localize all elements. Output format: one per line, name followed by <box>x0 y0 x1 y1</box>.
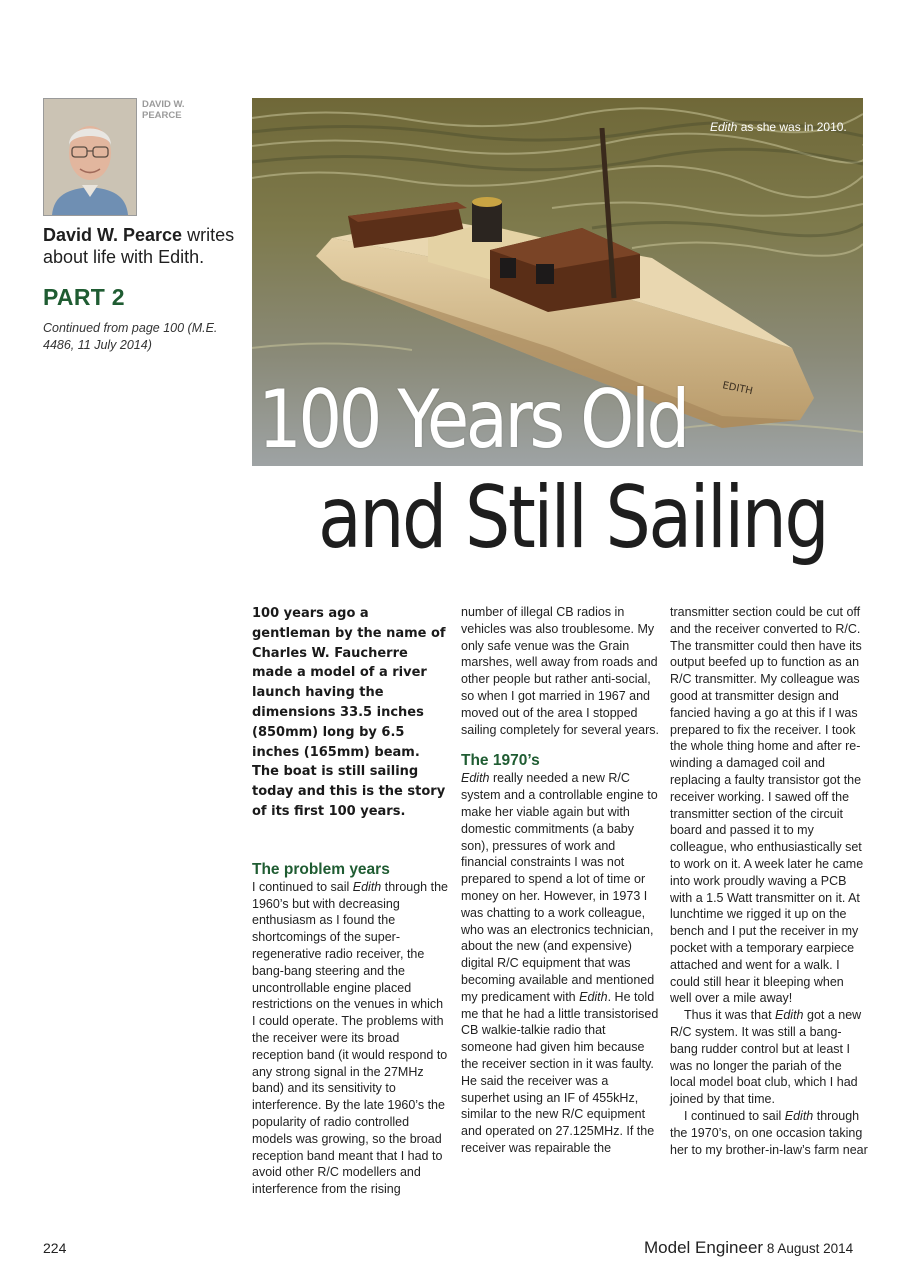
author-byline <box>43 224 238 268</box>
paragraph: Thus it was that Edith got a new R/C system. It was still a bang-bang rudder control but at least I was no longer the pariah of the local model boat club, which I had joined by that time. <box>670 1008 862 1107</box>
paragraph: Edith really needed a new R/C system and a controllable engine to make her viable again but with domestic commitments (a baby son), pressures of work and financial constraints I was not prepared to spend a lot of time or money on her. However, in 1973 I was chatting to a work colleague, who was an electronics technician, about the new (and expensive) digital R/C equipment that was becoming available and mentioned my predicament with Edith. He told me that he had a little transistorised CB walkie-talkie radio that someone had given him because the receiver section in it was faulty. He said the receiver was a superhet using an IF of 455kHz, similar to the new R/C equipment and operated on 27.125MHz. If the receiver was repairable the <box>461 771 659 1155</box>
author-credit: DAVID W. PEARCE <box>142 99 185 121</box>
part-label: PART 2 <box>43 284 125 310</box>
article-column-1 <box>252 604 450 1198</box>
paragraph: transmitter section could be cut off and the receiver converted to R/C. The transmitter could then have its output beefed up to function as an R/C transmitter. My colleague was good at transmitter design and fancied having a go at this if I was prepared to fix the receiver. I took the whole thing home and after re-winding a damaged coil and replacing a faulty transistor got the receiver working. I sawed off the transmitter section of the circuit board and passed it to my colleague, who enthusiastically set to work on it. A week later he came into work proudly waving a PCB with a 1.5 Watt transmitter on it. At lunchtime we rigged it up on the bench and I put the receiver in my pocket with a temporary earpiece attached and went for a walk. I could still hear it bleeping when well over a mile away! <box>670 605 864 1006</box>
standfirst: 100 years ago a gentleman by the name of Charles W. Faucherre made a model of a river launch having the dimensions 33.5 inches (850mm) long by 6.5 inches (165mm) beam. The boat is still sailing today and this is the story of its first 100 years. <box>252 606 446 819</box>
article-column-2 <box>461 604 659 1157</box>
author-photo <box>43 98 137 216</box>
paragraph: I continued to sail Edith through the 1960’s but with decreasing enthusiasm as I found the shortcomings of the super-regenerative radio receiver, the bang-bang steering and the uncontrollable engine placed restrictions on the venues in which I could operate. The problems with the receiver were its broad reception band (it would respond to any strong signal in the 27MHz band) and its sensitivity to interference. By the late 1960’s the popularity of radio controlled models was growing, so the broad reception band meant that I had to avoid other R/C modellers and interference from the rising <box>252 879 448 1197</box>
continued-note: Continued from page 100 (M.E. 4486, 11 July 2014) <box>43 321 218 352</box>
page-number: 224 <box>43 1240 67 1256</box>
paragraph: number of illegal CB radios in vehicles was also troublesome. My only safe venue was the Grain marshes, well away from roads and other people but rather anti-social, so when I got married in 1967 and moved out of the area I stopped sailing completely for several years. <box>461 605 659 737</box>
boat-name-text: EDITH <box>721 380 754 398</box>
subhead-1970s: The 1970’s <box>461 752 540 770</box>
title-line-2: and Still Sailing <box>318 468 828 568</box>
caption-boat-name: Edith <box>710 120 738 134</box>
issue-date: 8 August 2014 <box>763 1241 854 1256</box>
photo-caption <box>710 120 847 134</box>
paragraph: I continued to sail Edith through the 1970’s, on one occasion taking her to my brother-in-law’s farm near <box>670 1108 868 1157</box>
byline-text: writes about life with Edith. <box>43 225 235 267</box>
author-name: David W. Pearce <box>43 225 183 245</box>
article-column-3 <box>670 604 868 1158</box>
subhead-problem-years: The problem years <box>252 860 390 878</box>
footer-magazine <box>644 1238 853 1258</box>
magazine-name: Model Engineer <box>644 1238 764 1257</box>
caption-text: as she was in 2010. <box>737 120 847 134</box>
title-line-1: 100 Years Old <box>258 373 687 466</box>
